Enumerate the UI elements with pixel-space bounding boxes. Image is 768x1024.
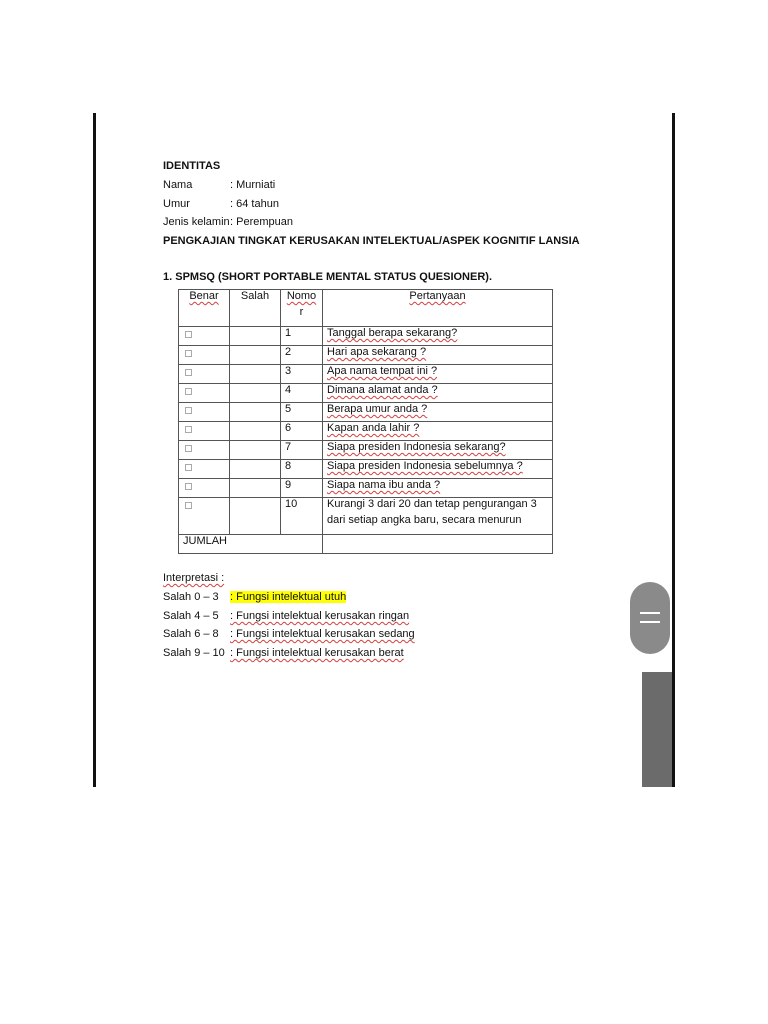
row-question: Siapa presiden Indonesia sebelumnya ? (323, 460, 553, 479)
interpretation-text: : Fungsi intelektual kerusakan berat (230, 647, 404, 659)
identity-value: : Perempuan (230, 216, 293, 228)
interpretation-range: Salah 6 – 8 (163, 628, 219, 640)
row-number: 10 (281, 498, 323, 535)
row-question: Kapan anda lahir ? (323, 422, 553, 441)
row-question: Siapa nama ibu anda ? (323, 479, 553, 498)
spmsq-table (178, 289, 553, 554)
total-label: JUMLAH (179, 535, 323, 554)
total-value (323, 535, 553, 554)
header-benar: Benar (179, 290, 230, 327)
identity-label: Umur (163, 198, 190, 210)
row-number: 4 (281, 384, 323, 403)
row-number: 8 (281, 460, 323, 479)
table-row (179, 384, 553, 403)
row-question: Tanggal berapa sekarang? (323, 327, 553, 346)
checkbox-icon[interactable] (185, 445, 192, 452)
table-row (179, 479, 553, 498)
interpretation-text: : Fungsi intelektual kerusakan ringan (230, 610, 410, 622)
row-number: 9 (281, 479, 323, 498)
table-row (179, 460, 553, 479)
header-salah: Salah (230, 290, 281, 327)
table-row (179, 327, 553, 346)
row-number: 7 (281, 441, 323, 460)
scrollbar[interactable] (642, 672, 672, 787)
row-question: Siapa presiden Indonesia sekarang? (323, 441, 553, 460)
section-title: PENGKAJIAN TINGKAT KERUSAKAN INTELEKTUAL/ASPEK KOGNITIF LANSIA (163, 235, 580, 247)
interpretation-text: : Fungsi intelektual kerusakan sedang (230, 628, 415, 640)
identity-value: : Murniati (230, 179, 276, 191)
table-row (179, 441, 553, 460)
scroll-handle[interactable] (630, 582, 670, 654)
row-number: 2 (281, 346, 323, 365)
row-number: 5 (281, 403, 323, 422)
row-question: Kurangi 3 dari 20 dan tetap pengurangan 3 dari setiap angka baru, secara menurun (323, 498, 553, 535)
identity-label: Jenis kelamin (163, 216, 230, 228)
interpretation-heading: Interpretasi : (163, 572, 225, 584)
table-row (179, 422, 553, 441)
interpretation-range: Salah 0 – 3 (163, 591, 219, 603)
checkbox-icon[interactable] (185, 407, 192, 414)
interpretation-text: : Fungsi intelektual utuh (230, 591, 347, 603)
table-row (179, 365, 553, 384)
checkbox-icon[interactable] (185, 426, 192, 433)
header-nomor: Nomo r (281, 290, 323, 327)
table-row (179, 346, 553, 365)
page-edge-right (672, 113, 675, 787)
identity-value: : 64 tahun (230, 198, 279, 210)
row-number: 6 (281, 422, 323, 441)
table-header-row (179, 290, 553, 327)
table-footer-row (179, 535, 553, 554)
row-number: 1 (281, 327, 323, 346)
interpretation-range: Salah 9 – 10 (163, 647, 225, 659)
row-question: Apa nama tempat ini ? (323, 365, 553, 384)
row-question: Dimana alamat anda ? (323, 384, 553, 403)
identity-heading: IDENTITAS (163, 160, 221, 172)
page-edge-left (93, 113, 96, 787)
interpretation-range: Salah 4 – 5 (163, 610, 219, 622)
row-number: 3 (281, 365, 323, 384)
identity-label: Nama (163, 179, 193, 191)
checkbox-icon[interactable] (185, 483, 192, 490)
checkbox-icon[interactable] (185, 464, 192, 471)
checkbox-icon[interactable] (185, 388, 192, 395)
checkbox-icon[interactable] (185, 350, 192, 357)
row-question: Hari apa sekarang ? (323, 346, 553, 365)
table-row (179, 498, 553, 535)
table-row (179, 403, 553, 422)
header-pertanyaan: Pertanyaan (323, 290, 553, 327)
checkbox-icon[interactable] (185, 369, 192, 376)
spmsq-title: 1. SPMSQ (SHORT PORTABLE MENTAL STATUS QUESIONER). (163, 271, 492, 283)
row-question: Berapa umur anda ? (323, 403, 553, 422)
checkbox-icon[interactable] (185, 331, 192, 338)
checkbox-icon[interactable] (185, 502, 192, 509)
